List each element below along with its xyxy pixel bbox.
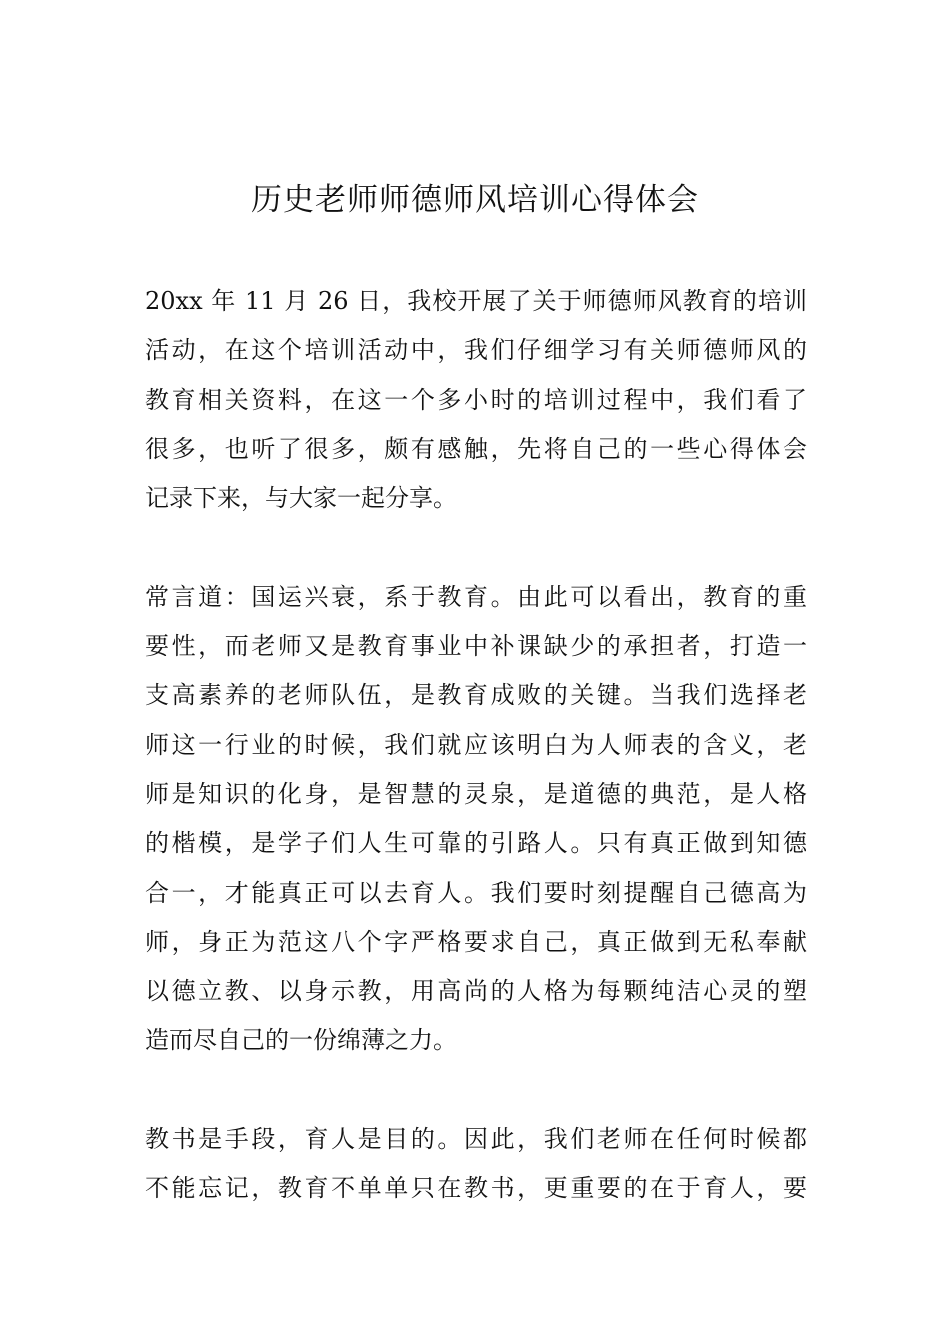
text-line: 不能忘记，教育不单单只在教书，更重要的在于育人，要 [145,1174,807,1203]
text-line: 活动，在这个培训活动中，我们仔细学习有关师德师风的 [145,336,807,365]
text-line: 教育相关资料，在这一个多小时的培训过程中，我们看了 [145,385,807,414]
text-line: 师，身正为范这八个字严格要求自己，真正做到无私奉献 [145,927,807,956]
text-line: 师是知识的化身，是智慧的灵泉，是道德的典范，是人格 [145,779,807,808]
document-body [145,277,807,1214]
text-line: 20xx 年 11 月 26 日，我校开展了关于师德师风教育的培训 [145,287,807,315]
document-title: 历史老师师德师风培训心得体会 [251,182,699,218]
paragraph-3 [145,1115,807,1214]
paragraph-2 [145,573,807,1066]
text-line: 记录下来，与大家一起分享。 [145,484,457,513]
text-line: 合一，才能真正可以去育人。我们要时刻提醒自己德高为 [145,878,807,907]
text-line: 常言道：国运兴衰，系于教育。由此可以看出，教育的重 [145,582,807,611]
text-line: 很多，也听了很多，颇有感触，先将自己的一些心得体会 [145,434,807,463]
text-line: 的楷模，是学子们人生可靠的引路人。只有真正做到知德 [145,829,807,858]
text-line: 造而尽自己的一份绵薄之力。 [145,1026,457,1055]
paragraph-spacer [145,1066,807,1115]
text-line: 要性，而老师又是教育事业中补课缺少的承担者，打造一 [145,632,807,661]
text-line: 教书是手段，育人是目的。因此，我们老师在任何时候都 [145,1125,807,1154]
text-line: 支高素养的老师队伍，是教育成败的关键。当我们选择老 [145,681,807,710]
paragraph-1 [145,277,807,523]
text-line: 师这一行业的时候，我们就应该明白为人师表的含义，老 [145,730,807,759]
text-line: 以德立教、以身示教，用高尚的人格为每颗纯洁心灵的塑 [145,977,807,1006]
paragraph-spacer [145,523,807,572]
